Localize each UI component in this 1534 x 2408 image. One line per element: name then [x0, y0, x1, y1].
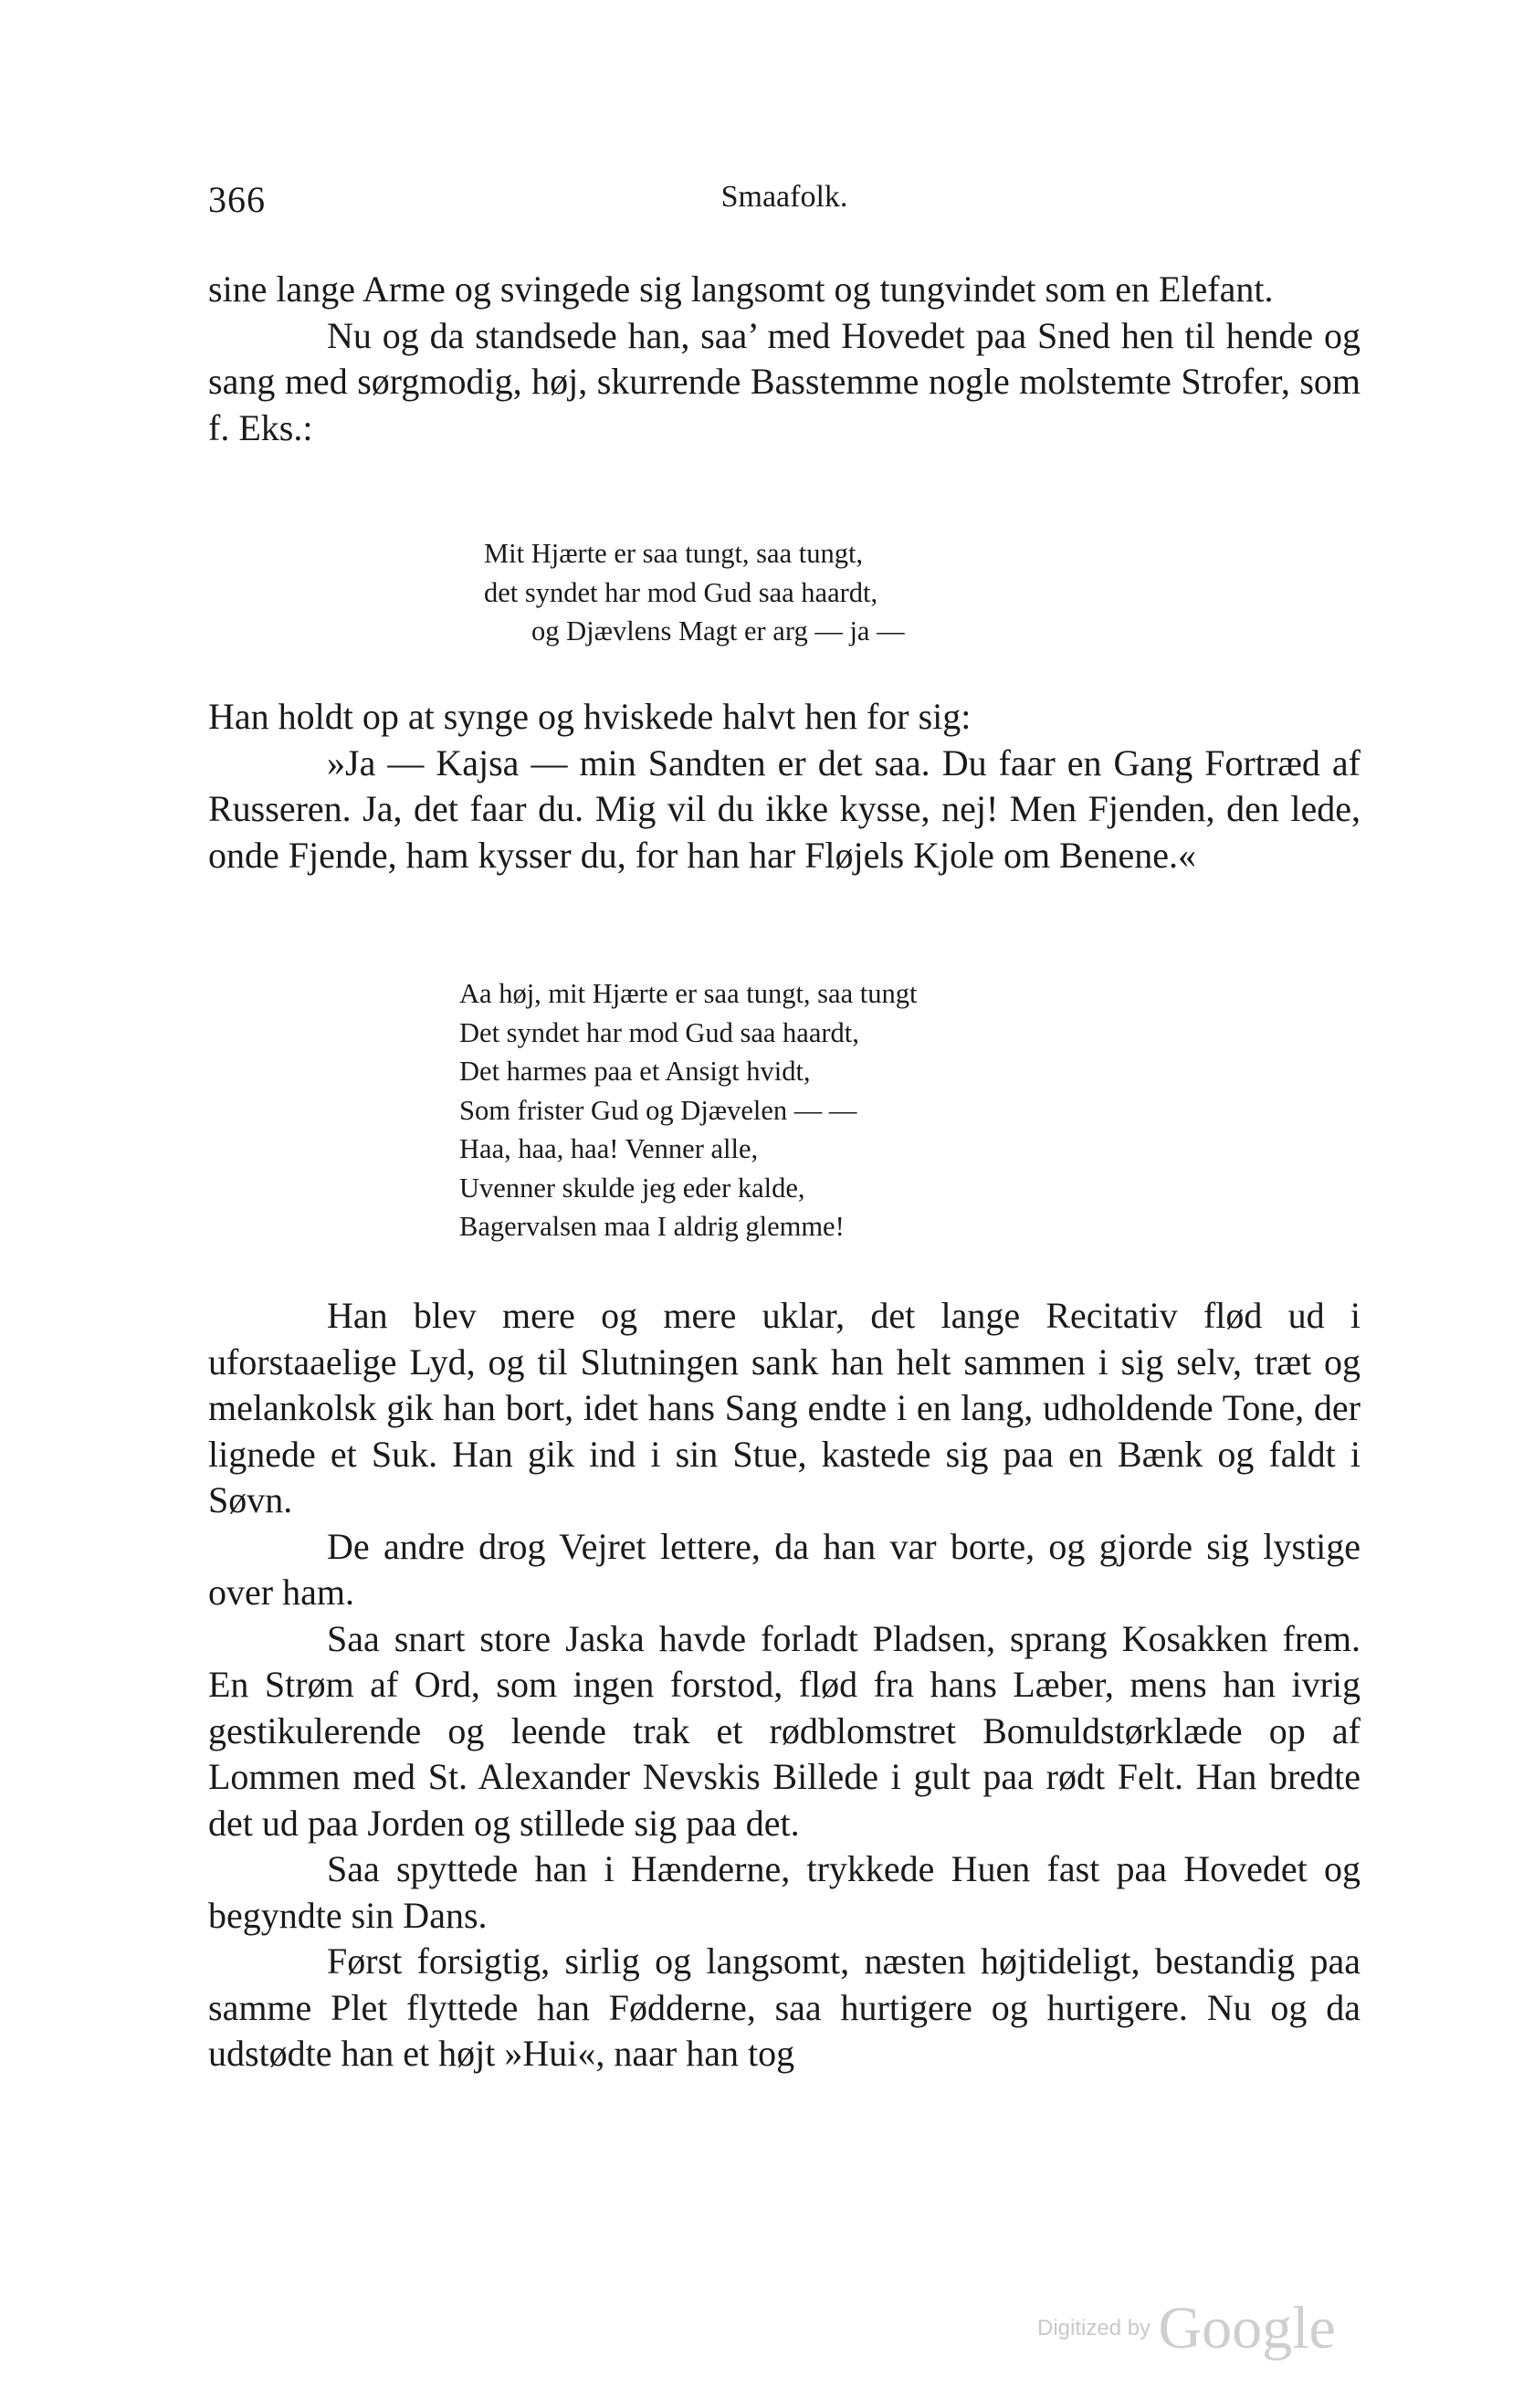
paragraph: Først forsigtig, sirlig og langsomt, næsten højtideligt, bestandig paa samme Plet flyttede han Fødderne, saa hurtigere og hurtigere. Nu og da udstødte han et højt »Hui«, naar han tog — [208, 1940, 1361, 2074]
verse-line: Aa høj, mit Hjærte er saa tungt, saa tungt — [459, 978, 918, 1009]
prose-block-2 — [208, 694, 1361, 878]
verse-line: Det syndet har mod Gud saa haardt, — [459, 1016, 859, 1048]
verse-stanza-2 — [459, 974, 917, 1246]
verse-line: Uvenner skulde jeg eder kalde, — [459, 1172, 805, 1204]
verse-line: Mit Hjærte er saa tungt, saa tungt, — [484, 538, 864, 569]
page-number: 366 — [208, 179, 266, 220]
paragraph: sine lange Arme og svingede sig langsomt og tungvindet som en Elefant. — [208, 268, 1274, 310]
paragraph: Nu og da standsede han, saa’ med Hovedet paa Sned hen til hende og sang med sørgmodig, høj, skurrende Basstemme nogle molstemte Strofer, som f. Eks.: — [208, 314, 1361, 448]
verse-line: det syndet har mod Gud saa haardt, — [484, 576, 878, 608]
paragraph: Han holdt op at synge og hviskede halvt hen for sig: — [208, 696, 972, 737]
prose-block-3 — [208, 1293, 1361, 2077]
verse-line: og Djævlens Magt er arg — ja — — [531, 615, 905, 647]
verse-line: Haa, haa, haa! Venner alle, — [459, 1133, 759, 1164]
google-logo: Google — [1158, 2295, 1336, 2361]
running-title: Smaafolk. — [720, 180, 848, 214]
verse-line: Som frister Gud og Djævelen — — — [459, 1094, 857, 1126]
paragraph: De andre drog Vejret lettere, da han var borte, og gjorde sig lystige over ham. — [208, 1525, 1361, 1613]
watermark-prefix: Digitized by — [1037, 2316, 1151, 2340]
verse-line: Det harmes paa et Ansigt hvidt, — [459, 1056, 811, 1087]
prose-block-1 — [208, 267, 1361, 451]
paragraph: Han blev mere og mere uklar, det lange Recitativ flød ud i uforstaaelige Lyd, og til Slutningen sank han helt sammen i sig selv, træt og melankolsk gik han bort, idet hans Sang endte i en lang, udholdende Tone, der lignede et Suk. Han gik ind i sin Stue, kastede sig paa en Bænk og faldt i Søvn. — [208, 1295, 1361, 1520]
paragraph: Saa spyttede han i Hænderne, trykkede Huen fast paa Hovedet og begyndte sin Dans. — [208, 1848, 1361, 1936]
verse-stanza-1 — [484, 534, 905, 651]
paragraph: »Ja — Kajsa — min Sandten er det saa. Du faar en Gang Fortræd af Russeren. Ja, det faar du. Mig vil du ikke kysse, nej! Men Fjenden, den lede, onde Fjende, ham kysser du, for han har Fløjels Kjole om Benene.« — [208, 741, 1361, 876]
paragraph: Saa snart store Jaska havde forladt Pladsen, sprang Kosakken frem. En Strøm af Ord, som ingen forstod, flød fra hans Læber, mens han ivrig gestikulerende og leende trak et rødblomstret Bomuldstørklæde op af Lommen med St. Alexander Nevskis Billede i gult paa rødt Felt. Han bredte det ud paa Jorden og stillede sig paa det. — [208, 1617, 1361, 1844]
verse-line: Bagervalsen maa I aldrig glemme! — [459, 1211, 845, 1242]
page-header — [208, 178, 1361, 224]
digitized-by-watermark — [1037, 2294, 1336, 2363]
